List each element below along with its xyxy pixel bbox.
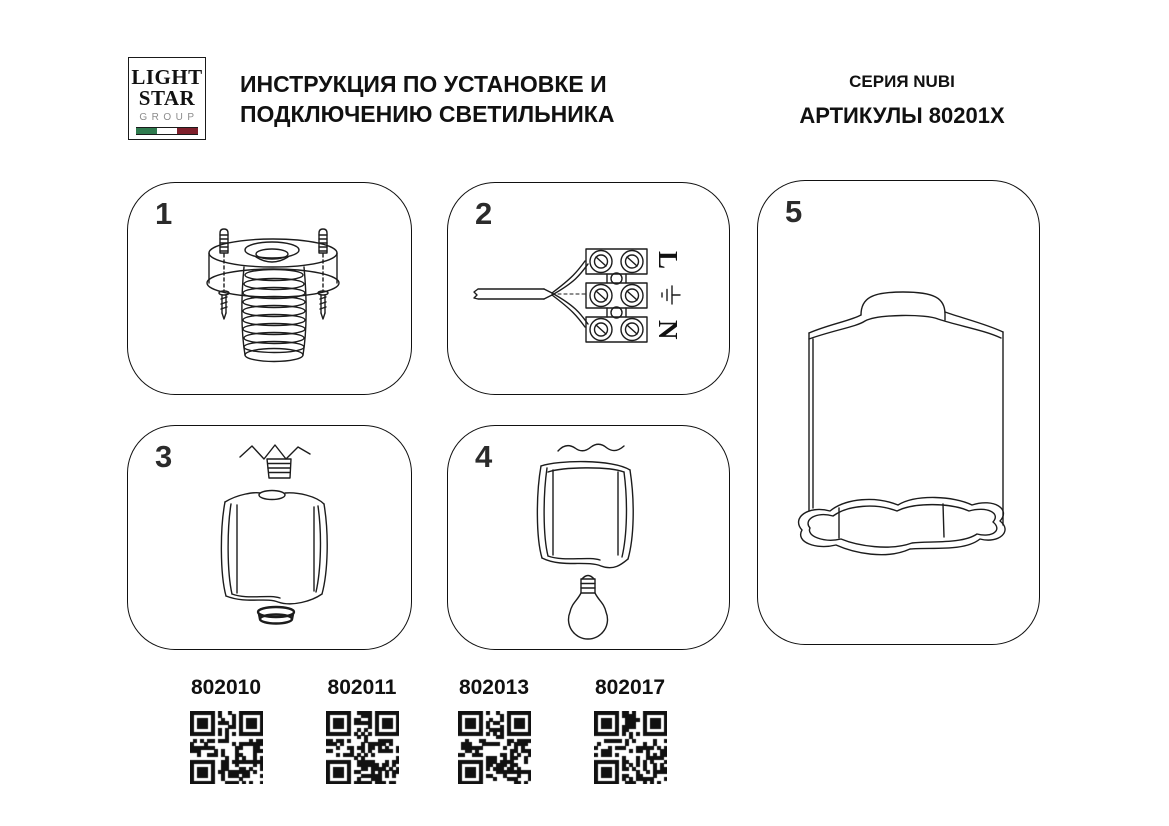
article-code-label: 802013 <box>458 676 530 699</box>
step-panel-2 <box>447 182 730 395</box>
finished-lamp-drawing <box>758 181 1041 646</box>
step-panel-1 <box>127 182 412 395</box>
threaded-mount-icon <box>267 459 291 478</box>
dowel-right-icon <box>319 229 327 253</box>
lightstar-logo <box>128 57 206 140</box>
logo-line-group: GROUP <box>139 112 199 123</box>
dowel-left-icon <box>220 229 228 253</box>
neutral-wire-label: N <box>653 320 683 340</box>
shade-icon <box>537 462 633 568</box>
article-802011 <box>307 676 417 784</box>
bulb-insertion-drawing <box>448 426 731 651</box>
article-code-label: 802010 <box>190 676 262 699</box>
article-802017 <box>575 676 685 784</box>
step-number-3: 3 <box>155 439 173 474</box>
ceiling-line <box>558 444 624 451</box>
mounting-base-drawing <box>128 183 413 396</box>
page-title <box>240 69 614 129</box>
article-code-label: 802017 <box>594 676 666 699</box>
lamp-body-icon <box>799 292 1005 555</box>
ground-icon <box>662 286 680 304</box>
qr-code-3 <box>458 711 531 784</box>
step-panel-5 <box>757 180 1040 645</box>
screw-right-icon <box>318 291 328 319</box>
qr-code-1 <box>190 711 263 784</box>
qr-code-4 <box>594 711 667 784</box>
articles-heading: АРТИКУЛЫ 80201X <box>799 103 1005 128</box>
article-802013 <box>439 676 549 784</box>
step-number-5: 5 <box>785 194 803 229</box>
live-wire-label: L <box>653 251 683 270</box>
ring-nut-icon <box>258 607 294 624</box>
logo-line-star: STAR <box>138 86 196 110</box>
screw-left-icon <box>219 291 229 319</box>
page-title-line2: ПОДКЛЮЧЕНИЮ СВЕТИЛЬНИКА <box>240 101 615 127</box>
article-code-label: 802011 <box>327 676 397 699</box>
ceiling-line <box>240 445 310 459</box>
series-name: СЕРИЯ NUBI <box>849 72 955 91</box>
page-title-line1: ИНСТРУКЦИЯ ПО УСТАНОВКЕ И <box>240 71 607 97</box>
wiring-diagram-drawing <box>448 183 731 396</box>
shade-icon <box>221 491 327 604</box>
flag-green-stripe <box>136 128 157 134</box>
step-panel-3 <box>127 425 412 650</box>
series-header <box>772 72 1032 129</box>
shade-attachment-drawing <box>128 426 413 651</box>
flag-red-stripe <box>177 128 198 134</box>
step-panel-4 <box>447 425 730 650</box>
step-number-4: 4 <box>475 439 493 474</box>
terminal-block-icon <box>586 249 647 342</box>
qr-code-2 <box>326 711 399 784</box>
step-number-2: 2 <box>475 196 493 231</box>
italy-flag-icon <box>136 127 198 135</box>
light-bulb-icon <box>569 576 608 640</box>
cable-icon <box>474 289 552 299</box>
step-number-1: 1 <box>155 196 173 231</box>
article-802010 <box>171 676 281 784</box>
logo-line-light: LIGHT <box>131 65 203 89</box>
flag-white-stripe <box>157 128 178 134</box>
